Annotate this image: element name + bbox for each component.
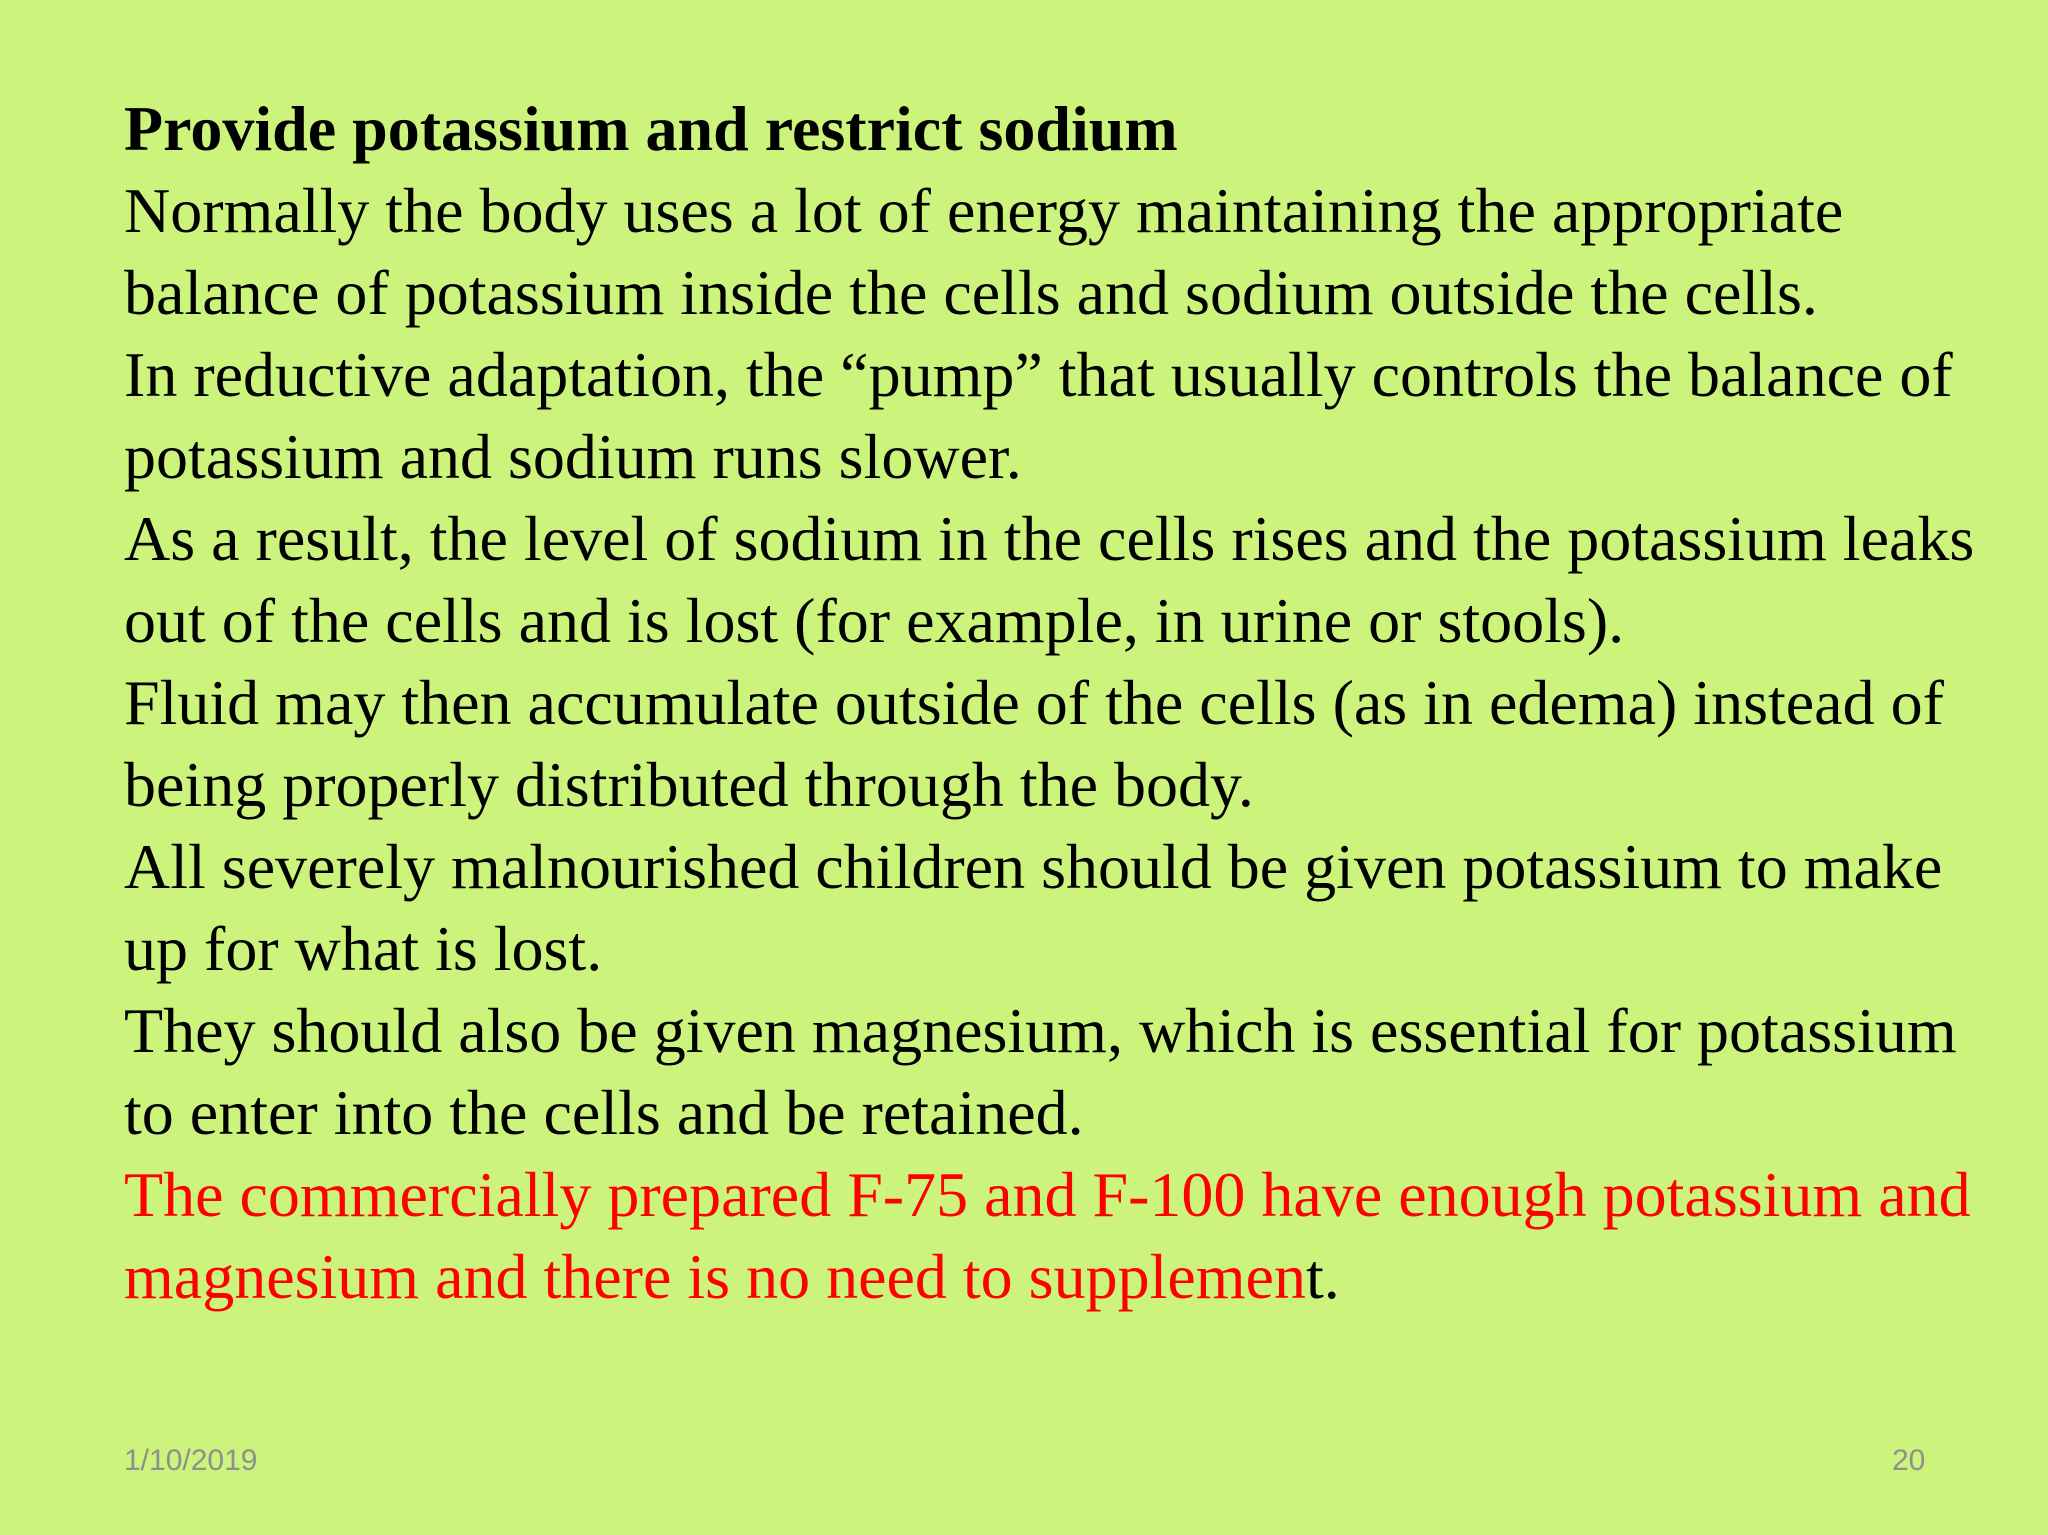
- paragraph-fluid-accumulation: Fluid may then accumulate outside of the cells (as in edema) instead of being properly distributed through the body.: [124, 667, 1944, 820]
- paragraph-give-potassium: All severely malnourished children should be given potassium to make up for what is lost.: [124, 831, 1943, 984]
- slide-title: Provide potassium and restrict sodium: [124, 93, 1178, 164]
- paragraph-reductive-adaptation: In reductive adaptation, the “pump” that usually controls the balance of potassium and sodium runs slower.: [124, 339, 1953, 492]
- highlight-tail: t.: [1305, 1241, 1340, 1312]
- slide-body: [124, 88, 2004, 1318]
- highlight-text: The commercially prepared F-75 and F-100 have enough potassium and magnesium and there is no need to supplemen: [124, 1159, 1971, 1312]
- footer-date: 1/10/2019: [124, 1444, 258, 1477]
- paragraph-energy-balance: Normally the body uses a lot of energy maintaining the appropriate balance of potassium inside the cells and sodium outside the cells.: [124, 175, 1844, 328]
- paragraph-give-magnesium: They should also be given magnesium, which is essential for potassium to enter into the cells and be retained.: [124, 995, 1957, 1148]
- paragraph-sodium-rises: As a result, the level of sodium in the cells rises and the potassium leaks out of the cells and is lost (for example, in urine or stools).: [124, 503, 1975, 656]
- paragraph-commercial-formula: [124, 1154, 2004, 1318]
- page-number: 20: [1892, 1444, 1926, 1477]
